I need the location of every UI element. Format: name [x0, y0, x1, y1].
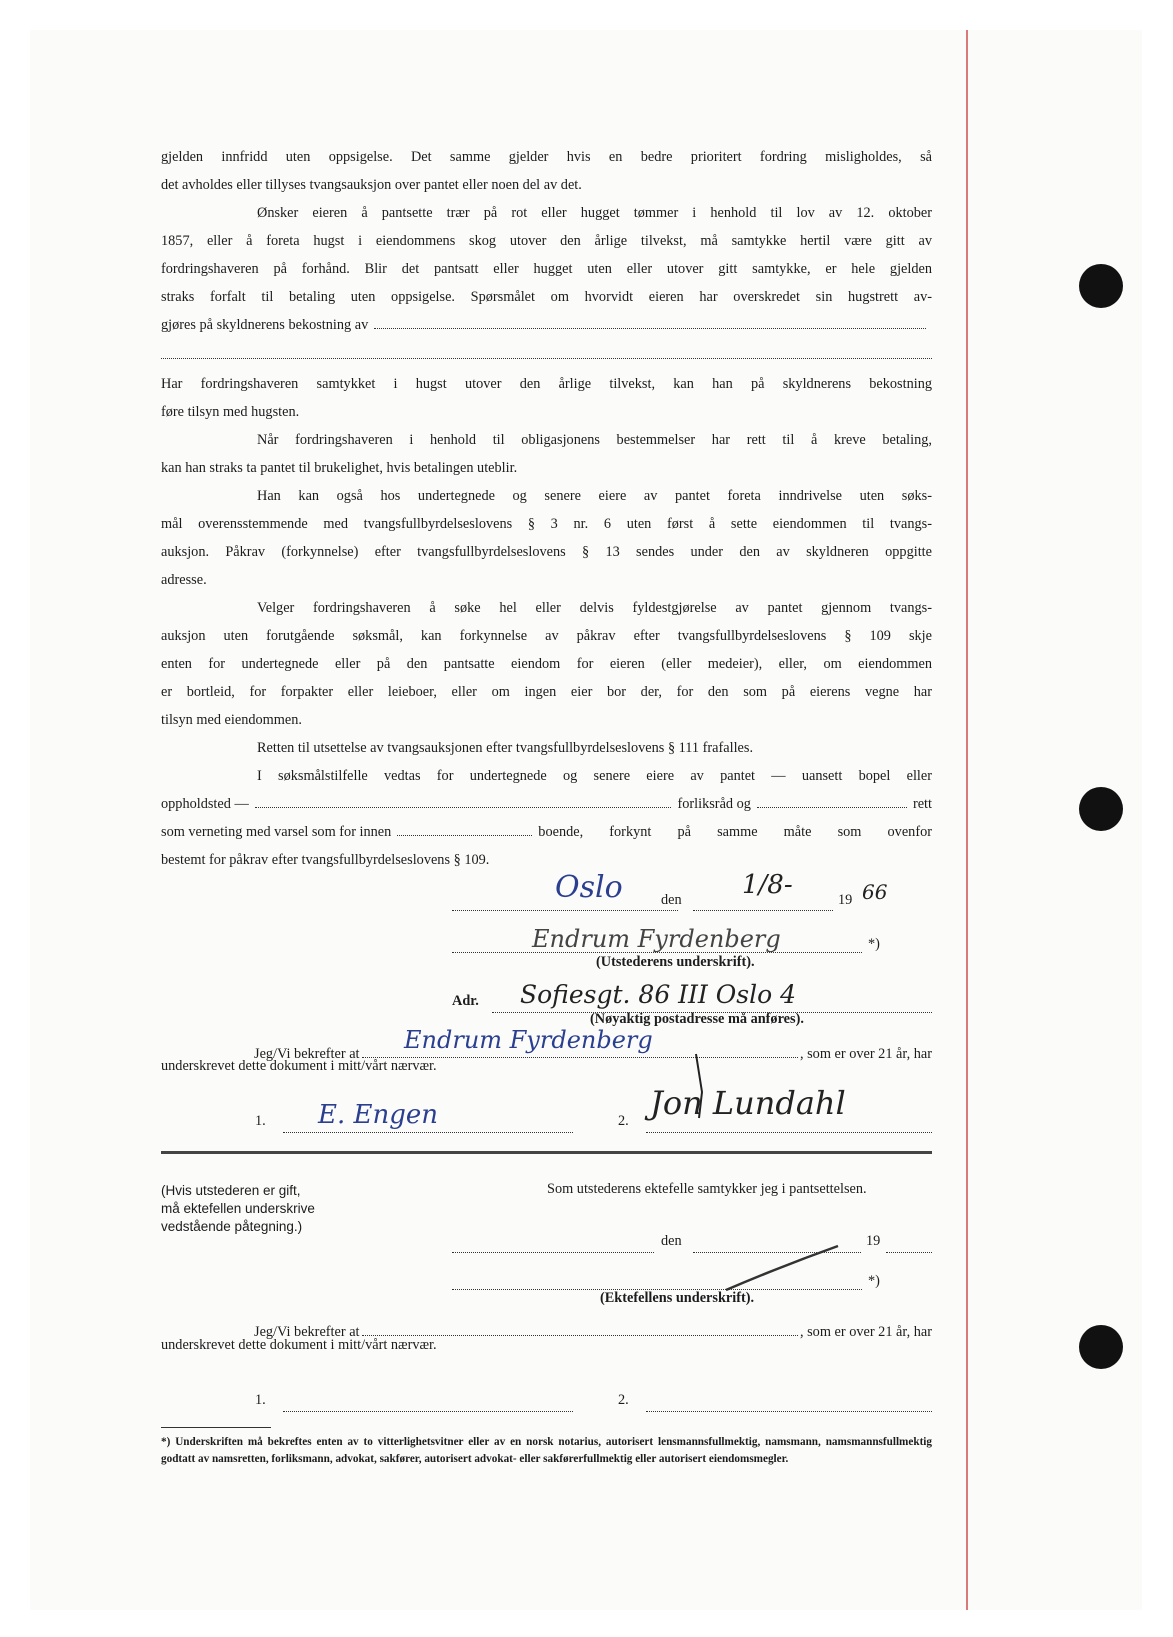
- spouse-note-line: må ektefellen underskrive: [161, 1201, 315, 1216]
- text-line: bestemt for påkrav efter tvangsfullbyrdelseslovens § 109.: [161, 852, 490, 868]
- spouse-signature-caption: (Ektefellens underskrift).: [600, 1290, 755, 1306]
- spouse-note-line: vedstående påtegning.): [161, 1219, 303, 1234]
- spouse-note: [161, 1182, 315, 1236]
- witness-number: 2.: [618, 1113, 629, 1129]
- hugst-field: [374, 311, 926, 329]
- handwritten-address: Sofiesgt. 86 III Oslo 4: [520, 980, 796, 1009]
- text-line: 1857, eller å foreta hugst i eiendommens skog utover den årlige tilvekst, må samtykke hertil være gitt av: [161, 233, 932, 249]
- text-line: I søksmålstilfelle vedtas for undertegnede og senere eiere av pantet — uansett bopel eller: [257, 768, 932, 784]
- text-line: er bortleid, for forpakter eller leieboer, eller om ingen eier bor der, for den som på eierens vegne har: [161, 684, 932, 700]
- text-line: det avholdes eller tillyses tvangsauksjon over pantet eller noen del av det.: [161, 177, 582, 193]
- footnote-rule: [161, 1427, 271, 1428]
- text-line: Ønsker eieren å pantsette trær på rot eller hugget tømmer i henhold til lov av 12. oktober: [257, 205, 932, 221]
- handwritten-issuer-name: Endrum Fyrdenberg: [404, 1026, 653, 1054]
- text-line: [161, 311, 932, 339]
- address-caption: (Nøyaktig postadresse må anføres).: [590, 1011, 804, 1027]
- signature-stroke: [690, 1052, 710, 1122]
- text-block-2: [161, 370, 932, 874]
- confirm-label: Jeg/Vi bekrefter at: [254, 1046, 360, 1062]
- text-line: fordringshaveren på forhånd. Blir det pantsatt eller hugget uten eller utover gitt samtykke, er hele gjelden: [161, 261, 932, 277]
- witness-number: 2.: [618, 1392, 629, 1408]
- spouse-consent: Som utstederens ektefelle samtykker jeg i pantsettelsen.: [547, 1181, 867, 1197]
- text-line: auksjon. Påkrav (forkynnelse) efter tvangsfullbyrdelseslovens § 13 sendes under den av skyldneren oppgitte: [161, 544, 932, 560]
- text-line: kan han straks ta pantet til brukelighet, hvis betalingen uteblir.: [161, 460, 518, 476]
- witness2-field: [646, 1395, 932, 1412]
- hugst-label: gjøres på skyldnerens bekostning av: [161, 317, 369, 333]
- punch-hole: [1079, 264, 1123, 308]
- text-block-1: [161, 143, 932, 339]
- confirm-label: underskrevet dette dokument i mitt/vårt nærvær.: [161, 1337, 437, 1353]
- footnote: *) Underskriften må bekreftes enten av to vitterlighetsvitner eller av en norsk notarius, autorisert lensmannsfullmektig, namsmann, namsmannsfullmektig godtatt av namsretten, forliksmann, advokat, sakfører, autorisert advokat- eller sakførerfullmektig eller autorisert eiendomsmegler.: [161, 1436, 932, 1465]
- spouse-note-line: (Hvis utstederen er gift,: [161, 1183, 301, 1198]
- footnote-star: *): [868, 1273, 880, 1289]
- margin-line: [966, 30, 968, 1610]
- punch-hole: [1079, 1325, 1123, 1369]
- spouse-place-field: [452, 1236, 654, 1253]
- year-prefix: 19: [838, 892, 853, 908]
- text-line: auksjon uten forutgående søksmål, kan forkynnelse av påkrav efter tvangsfullbyrdelseslovens § 109 skje: [161, 628, 932, 644]
- witness-number: 1.: [255, 1113, 266, 1129]
- year-prefix: 19: [866, 1233, 881, 1249]
- venue-line: [161, 818, 932, 846]
- text-line: straks forfalt til betaling uten oppsigelse. Spørsmålet om hvorvidt eieren har overskredet sin hugstrett av-: [161, 289, 932, 305]
- text-line: Velger fordringshaveren å søke hel eller delvis fyldestgjørelse av pantet gjennom tvangs-: [257, 600, 932, 616]
- handwritten-place: Oslo: [555, 870, 623, 905]
- text-line: mål overensstemmende med tvangsfullbyrdelseslovens § 3 nr. 6 uten først å sette eiendommen til tvangs-: [161, 516, 932, 532]
- text-line: Han kan også hos undertegnede og senere eiere av pantet foreta inndrivelse uten søks-: [257, 488, 932, 504]
- issuer-signature-caption: (Utstederens underskrift).: [596, 954, 755, 970]
- court-field: [757, 790, 907, 808]
- text-line: Når fordringshaveren i henhold til obligasjonens bestemmelser har rett til å kreve betaling,: [257, 432, 932, 448]
- den-label: den: [661, 892, 682, 908]
- confirm-label: , som er over 21 år, har: [799, 1324, 932, 1340]
- residence-field: [255, 790, 672, 808]
- witness1-signature: E. Engen: [318, 1100, 439, 1130]
- witness2-signature: Jon Lundahl: [650, 1084, 846, 1122]
- venue-line: [161, 790, 932, 818]
- blank-line: [161, 358, 932, 359]
- text-line: adresse.: [161, 572, 207, 588]
- text-line: enten for undertegnede eller på den pantsatte eiendom for eieren (eller medeier), eller, om eiendommen: [161, 656, 932, 672]
- handwritten-date: 1/8-: [742, 870, 793, 900]
- punch-hole: [1079, 787, 1123, 831]
- footnote-star: *): [868, 936, 880, 952]
- section-divider: [161, 1151, 932, 1154]
- text-line: Retten til utsettelse av tvangsauksjonen efter tvangsfullbyrdelseslovens § 111 frafalles.: [257, 740, 754, 756]
- venue-label: som verneting med varsel som for innen: [161, 824, 392, 840]
- witness-number: 1.: [255, 1392, 266, 1408]
- issuer-signature: Endrum Fyrdenberg: [532, 925, 781, 953]
- confirm-label: , som er over 21 år, har: [799, 1046, 932, 1062]
- den-label: den: [661, 1233, 682, 1249]
- text-line: Har fordringshaveren samtykket i hugst utover den årlige tilvekst, kan han på skyldnerens bekostning: [161, 376, 932, 392]
- venue-label: oppholdsted —: [161, 796, 249, 812]
- confirm-label: Jeg/Vi bekrefter at: [254, 1324, 360, 1340]
- address-label: Adr.: [452, 993, 479, 1009]
- signature-stroke: [722, 1242, 842, 1294]
- spouse-year-field: [886, 1236, 932, 1253]
- text-line: tilsyn med eiendommen.: [161, 712, 302, 728]
- witness1-field: [283, 1395, 573, 1412]
- notice-field: [397, 818, 532, 836]
- venue-label: boende, forkynt på samme måte som ovenfor: [538, 824, 932, 840]
- handwritten-year: 66: [862, 880, 888, 904]
- venue-label: forliksråd og: [677, 796, 751, 812]
- witness-name-field: [362, 1318, 798, 1336]
- confirm-label: underskrevet dette dokument i mitt/vårt nærvær.: [161, 1058, 437, 1074]
- text-line: gjelden innfridd uten oppsigelse. Det samme gjelder hvis en bedre prioritert fordring misligholdes, så: [161, 149, 932, 165]
- venue-label: rett: [912, 796, 932, 812]
- text-line: føre tilsyn med hugsten.: [161, 404, 300, 420]
